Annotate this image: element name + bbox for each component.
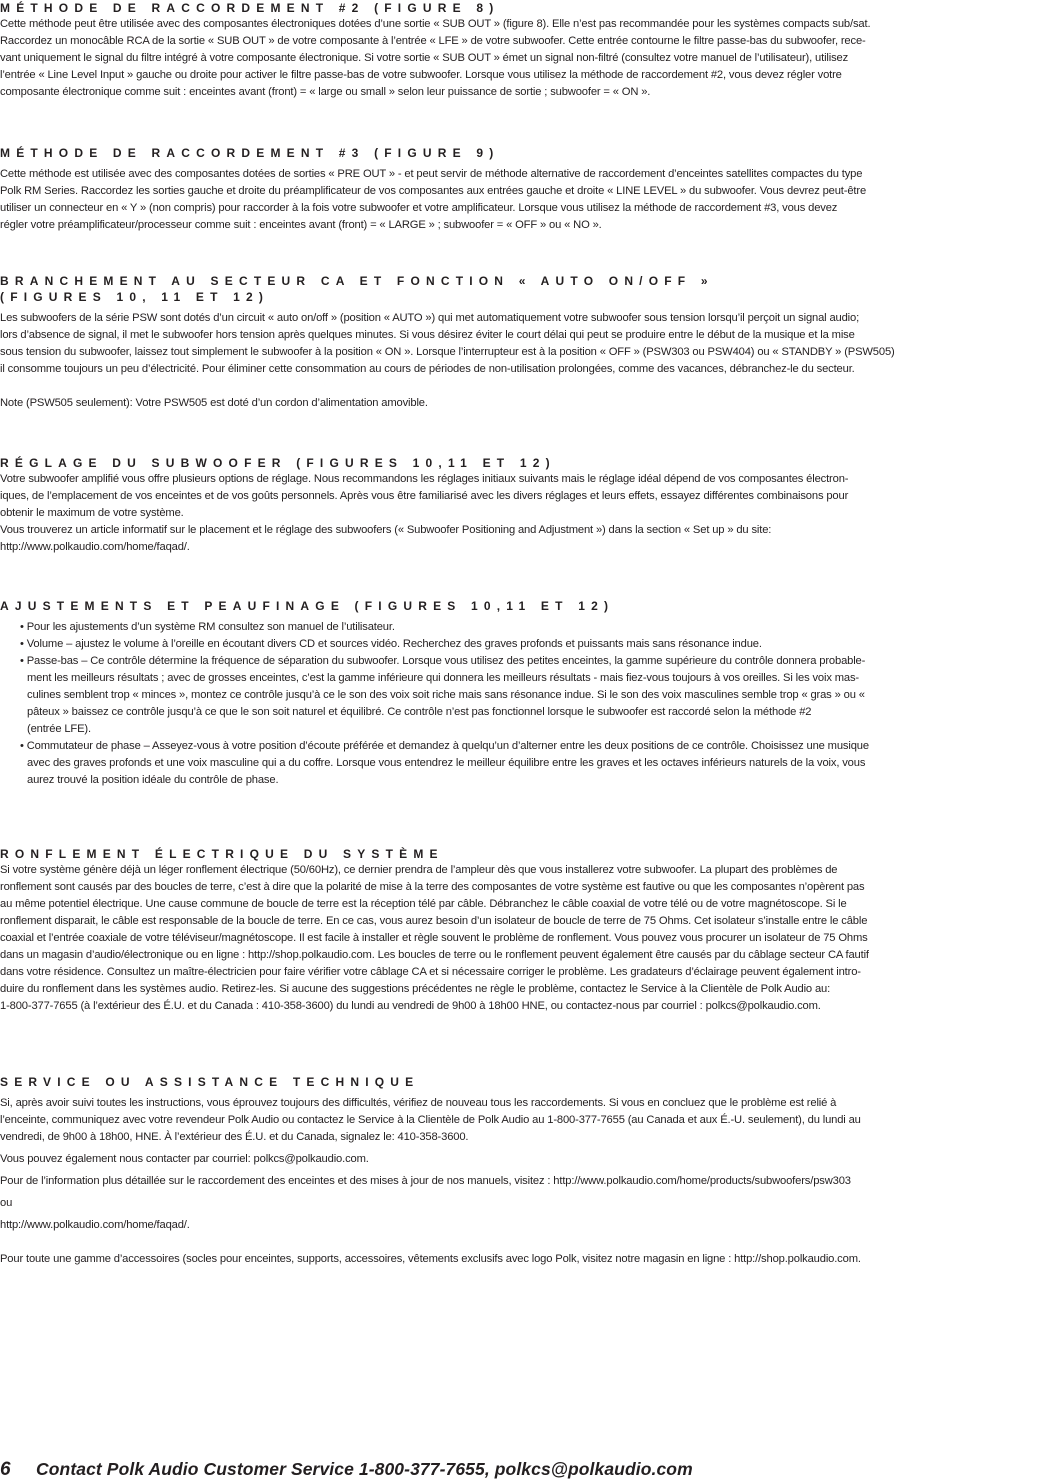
section-subwoofer-adjustment [0,455,1052,556]
bullet-item: • Passe-bas – Ce contrôle détermine la fréquence de séparation du subwoofer. Lorsque vous utilisez des petites enceintes, la gamme supérieure du contrôle donnera probable- ment les meilleurs résultats ; avec de grosses enceintes, c’est la gamme inférieure qui donnera les meilleurs résultats - mais fiez-vous toujours à vos oreilles. Si les voix mas- culines semblent trop « minces », montez ce contrôle jusqu’à ce le son des voix soit riche mais sans résonance indue. Si le son des voix masculines semble trop « gras » ou « pâteux » baissez ce contrôle jusqu’à ce que le son soit naturel et équilibré. Ce contrôle n’est pas fonctionnel lorsque le subwoofer est raccordé selon la méthode #2 (entrée LFE). [20,655,866,735]
paragraph: Les subwoofers de la série PSW sont dotés d’un circuit « auto on/off » (position « AUTO ») qui met automatiquement votre subwoofer sous tension lorsqu’il perçoit un signal audio; lors d’absence de signal, il met le subwoofer hors tension après quelques minutes. Si vous désirez éviter le court délai qui peut se produire entre le début de la musique et la mise sous tension du subwoofer, laissez tout simplement le subwoofer à la position « ON ». Lorsque l’interrupteur est à la position « OFF » (PSW303 ou PSW404) ou « STANDBY » (PSW505) il consomme toujours un peu d’électricité. Pour éliminer cette consommation au cours de périodes de non-utilisation prolongées, comme des vacances, débranchez-le du secteur. [0,312,895,375]
section-heading-line-2: (FIGURES 10, 11 ET 12) [0,290,270,304]
footer-contact: Contact Polk Audio Customer Service 1-800-377-7655, polkcs@polkaudio.com [36,1459,693,1479]
paragraph: Cette méthode est utilisée avec des composantes dotées de sorties « PRE OUT » - et peut servir de méthode alternative de raccordement d’enceintes satellites compactes du type Polk RM Series. Raccordez les sorties gauche et droite du préamplificateur de vos composantes aux entrées gauche et droite « LINE LEVEL » du subwoofer. Vous devrez peut-être utiliser un connecteur en « Y » (non compris) pour raccorder à la fois votre subwoofer et votre amplificateur. Lorsque vous utilisez la méthode de raccordement #3, vous devez régler votre préamplificateur/processeur comme suit : enceintes avant (front) = « LARGE » ; subwoofer = « OFF » ou « NO ». [0,168,867,231]
paragraph-note: Note (PSW505 seulement): Votre PSW505 est doté d’un cordon d’alimentation amovible. [0,397,428,409]
section-heading: AJUSTEMENTS ET PEAUFINAGE (FIGURES 10,11 ET 12) [0,599,615,613]
section-heading: BRANCHEMENT AU SECTEUR CA ET FONCTION « AUTO ON/OFF » [0,274,714,288]
section-heading: MÉTHODE DE RACCORDEMENT #2 (FIGURE 8) [0,1,500,15]
paragraph-or: ou [0,1197,13,1209]
section-electrical-hum [0,846,1052,1015]
paragraph: Si, après avoir suivi toutes les instructions, vous éprouvez toujours des difficultés, vérifiez de nouveau tous les raccordements. Si vous en concluez que le problème est relié à l’enceinte, communiquez avec votre revendeur Polk Audio ou contactez le Service à la Clientèle de Polk Audio au 1-800-377-7655 (au Canada et aux É.-U. seulement), du lundi au vendredi, de 9h00 à 18h00, HNE. À l’extérieur des É.U. et du Canada, signalez le: 410-358-3600. [0,1097,861,1143]
paragraph: Cette méthode peut être utilisée avec des composantes électroniques dotées d’une sortie « SUB OUT » (figure 8). Elle n’est pas recommandée pour les systèmes compacts sub/sat. Raccordez un monocâble RCA de la sortie « SUB OUT » de votre composante à l’entrée « LFE » de votre subwoofer. Cette entrée contourne le filtre passe-bas du subwoofer, rece- vant uniquement le signal du filtre intégré à votre composante électronique. Si votre sortie « SUB OUT » émet un signal non-filtré (consultez votre manuel de l’utilisateur), utilisez l’entrée « Line Level Input » gauche ou droite pour activer le filtre passe-bas de votre subwoofer. Lorsque vous utilisez la méthode de raccordement #2, vous devez régler votre composante électronique comme suit : enceintes avant (front) = « large ou small » selon leur puissance de sortie ; subwoofer = « ON ». [0,18,871,98]
page-footer [0,1459,693,1481]
section-heading: RONFLEMENT ÉLECTRIQUE DU SYSTÈME [0,847,444,861]
bullet-item: • Pour les ajustements d’un système RM consultez son manuel de l’utilisateur. [20,621,395,633]
section-heading: SERVICE OU ASSISTANCE TECHNIQUE [0,1075,420,1089]
section-body [0,471,1052,556]
bullet-item: • Commutateur de phase – Asseyez-vous à votre position d’écoute préférée et demandez à quelqu’un d’alterner entre les deux positions de ce contrôle. Choisissez une musique avec des graves profonds et une voix masculine qui a du coffre. Lorsque vous entendrez le meilleur équilibre entre les graves et les octaves inférieurs naturels de la voix, vous aurez trouvé la position idéale du contrôle de phase. [20,740,869,786]
paragraph-accessories: Pour toute une gamme d’accessoires (socles pour enceintes, supports, accessoires, vêtements exclusifs avec logo Polk, visitez notre magasin en ligne : http://shop.polkaudio.com. [0,1253,861,1265]
section-body [0,310,1052,412]
paragraph-email: Vous pouvez également nous contacter par courriel: polkcs@polkaudio.com. [0,1153,369,1165]
section-body [0,1095,1052,1268]
section-body [0,619,1052,789]
page-number: 6 [0,1459,11,1480]
section-heading: MÉTHODE DE RACCORDEMENT #3 (FIGURE 9) [0,146,500,160]
bullet-item: • Volume – ajustez le volume à l’oreille en écoutant divers CD et sources vidéo. Recherchez des graves profonds et puissants mais sans résonance indue. [20,638,762,650]
bullet-list [0,619,1052,789]
section-body [0,166,1052,234]
section-method-2 [0,0,1052,101]
paragraph: Si votre système génère déjà un léger ronflement électrique (50/60Hz), ce dernier prendra de l’ampleur dès que vous installerez votre subwoofer. La plupart des problèmes de ronflement sont causés par des boucles de terre, c’est à dire que la polarité de mise à la terre des composantes de votre système est fautive ou que les composantes n’opèrent pas au même potentiel électrique. Une cause commune de boucle de terre est la réception télé par câble. Débranchez le câble coaxial de votre télé ou de votre magnétoscope. Si le ronflement disparait, le câble est responsable de la boucle de terre. En ce cas, vous aurez besoin d’un isolateur de boucle de terre de 75 Ohms. Cet isolateur s’installe entre le câble coaxial et l’entrée coaxiale de votre téléviseur/magnétoscope. Il est facile à installer et règle souvent le problème de ronflement. Vous pouvez vous procurer un isolateur de 75 Ohms dans un magasin d’audio/électronique ou en ligne : http://shop.polkaudio.com. Les boucles de terre ou le ronflement peuvent également être causés par du câblage secteur CA fautif dans votre résidence. Consultez un maître-électricien pour faire vérifier votre câblage CA et si nécessaire corriger le problème. Les gradateurs d’éclairage peuvent également intro- duire du ronflement dans les systèmes audio. Retirez-les. Si aucune des suggestions précédentes ne règle le problème, contactez le Service à la Clientèle de Polk Audio au: 1-800-377-7655 (à l’extérieur des É.U. et du Canada : 410-358-3600) du lundi au vendredi de 9h00 à 18h00 HNE, ou contactez-nous par courriel : polkcs@polkaudio.com. [0,864,869,1012]
section-heading: RÉGLAGE DU SUBWOOFER (FIGURES 10,11 ET 12) [0,456,556,470]
paragraph: Votre subwoofer amplifié vous offre plusieurs options de réglage. Nous recommandons les réglages initiaux suivants mais le réglage idéal dépend de vos composantes électron- iques, de l’emplacement de vos enceintes et de vos goûts personnels. Après vous être familiarisé avec les divers réglages et leurs effets, essayez différentes combinaisons pour obtenir le maximum de votre système. Vous trouverez un article informatif sur le placement et le réglage des subwoofers (« Subwoofer Positioning and Adjustment ») dans la section « Set up » du site: http://www.polkaudio.com/home/faqad/. [0,473,849,553]
paragraph-manuals-link: Pour de l’information plus détaillée sur le raccordement des enceintes et des mises à jour de nos manuels, visitez : http://www.polkaudio.com/home/products/subwoofers/psw303 [0,1175,851,1187]
section-method-3 [0,145,1052,234]
section-body [0,862,1052,1015]
paragraph-faq-link: http://www.polkaudio.com/home/faqad/. [0,1219,190,1231]
section-body [0,16,1052,101]
section-ac-power [0,273,1052,412]
section-fine-tuning [0,598,1052,789]
section-technical-service [0,1074,1052,1268]
